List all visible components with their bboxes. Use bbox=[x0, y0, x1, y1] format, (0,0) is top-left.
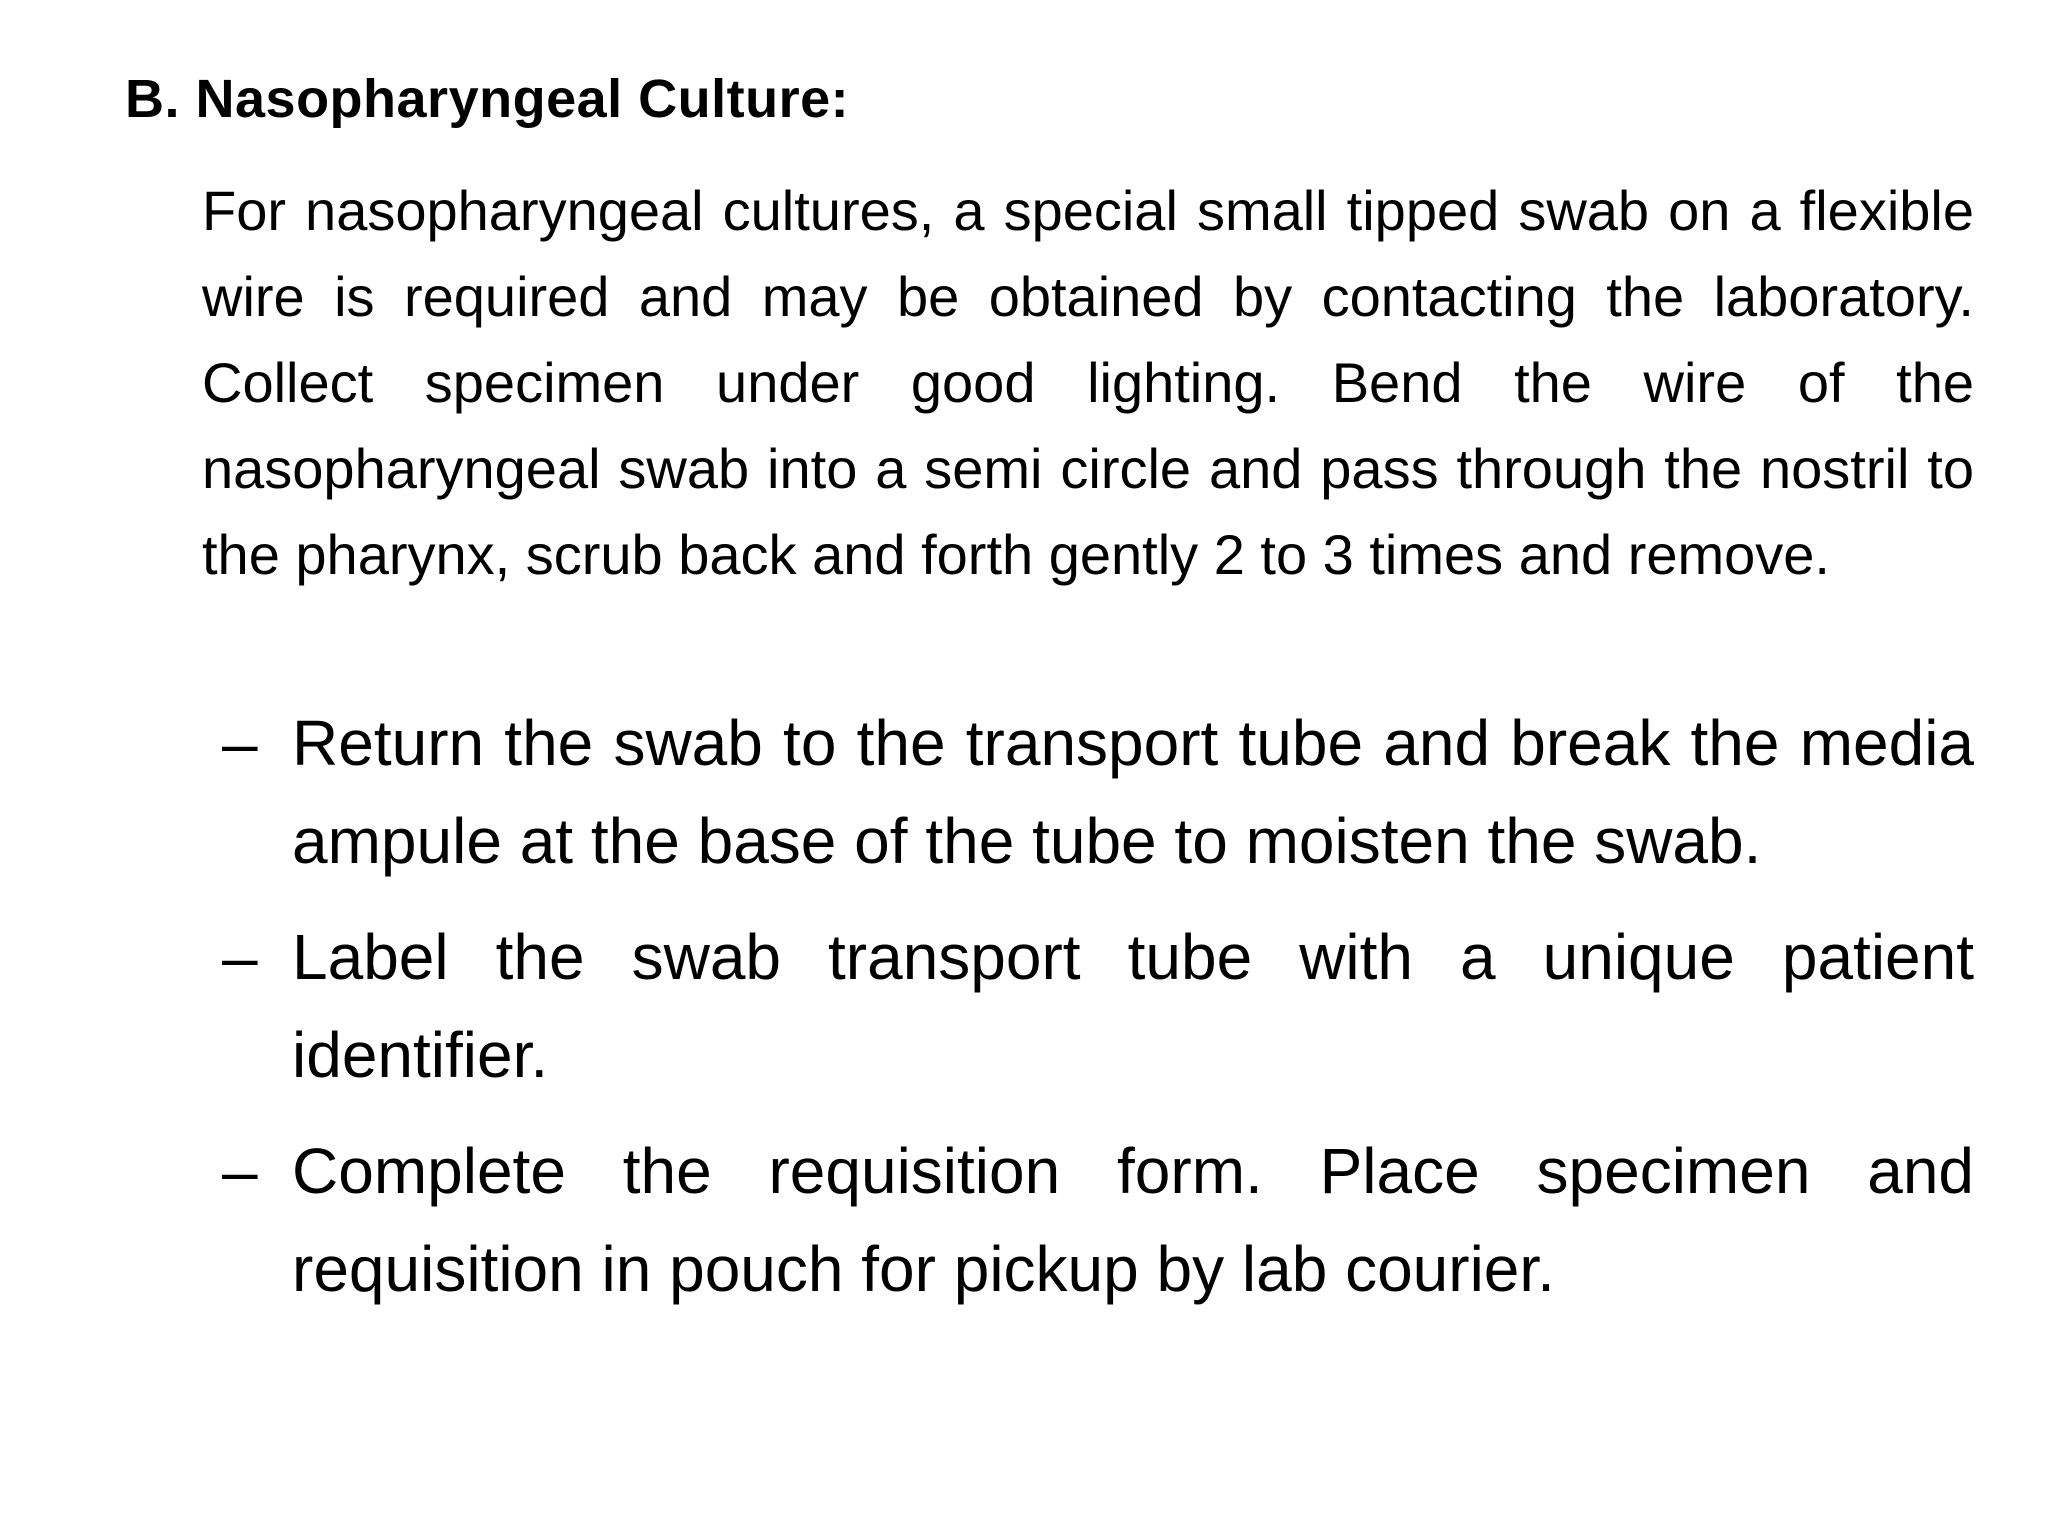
step-text: Return the swab to the transport tube and break the media ampule at the base of the tube to moisten the swab. bbox=[292, 707, 1974, 877]
section-heading: B. Nasopharyngeal Culture: bbox=[125, 69, 850, 129]
intro-paragraph: For nasopharyngeal cultures, a special small tipped swab on a flexible wire is required and may be obtained by contacting the laboratory. Collect specimen under good lighting. Bend the wire of the nasopharyngeal swab into a semi circle and pass through the nostril to the pharynx, scrub back and forth gently 2 to 3 times and remove. bbox=[202, 179, 1974, 586]
step-text: Label the swab transport tube with a unique patient identifier. bbox=[292, 921, 1974, 1091]
dash-bullet: – bbox=[222, 707, 258, 779]
step-text: Complete the requisition form. Place specimen and requisition in pouch for pickup by lab courier. bbox=[292, 1135, 1974, 1305]
list-item bbox=[222, 908, 1974, 1104]
dash-bullet: – bbox=[222, 1135, 258, 1207]
list-item bbox=[222, 694, 1974, 890]
step-list bbox=[222, 694, 1974, 1336]
dash-bullet: – bbox=[222, 921, 258, 993]
list-item bbox=[222, 1122, 1974, 1318]
